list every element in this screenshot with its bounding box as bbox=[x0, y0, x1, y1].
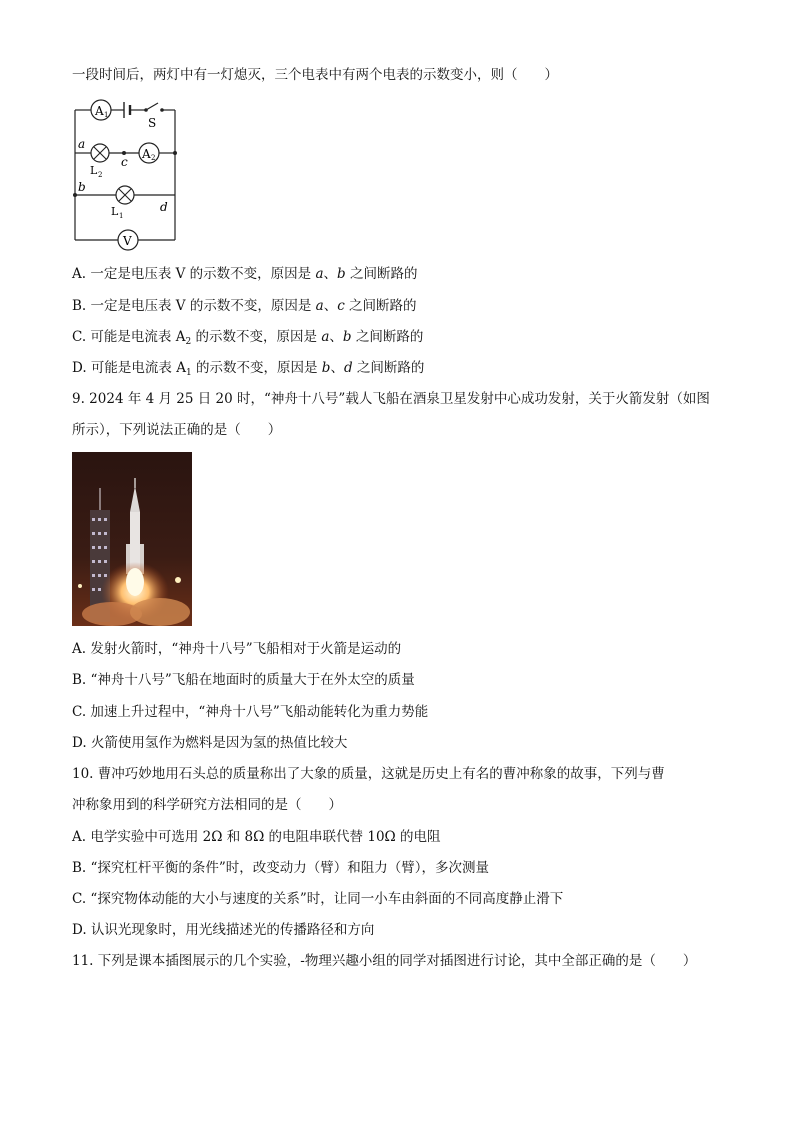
q10-stem-line2: 冲称象用到的科学研究方法相同的是（ ） bbox=[72, 797, 342, 813]
label-a1-sub: 1 bbox=[104, 111, 109, 119]
q11-stem: 11. 下列是课本插图展示的几个实验，-物理兴趣小组的同学对插图进行讨论，其中全部正确的是（ ） bbox=[72, 953, 697, 969]
q10-option-b[interactable]: B. “探究杠杆平衡的条件”时，改变动力（臂）和阻力（臂），多次测量 bbox=[72, 860, 490, 876]
switch-contact-icon bbox=[160, 108, 164, 112]
label-v: V bbox=[123, 234, 132, 248]
label-l2-sub: 2 bbox=[98, 171, 103, 179]
label-l1: L bbox=[111, 205, 119, 218]
q9-stem-line2: 所示），下列说法正确的是（ ） bbox=[72, 422, 282, 438]
label-l1-sub: 1 bbox=[119, 212, 124, 220]
label-c: c bbox=[121, 155, 128, 169]
q8-option-c[interactable]: C. 可能是电流表 $A_2$ 的示数不变，原因是 a、b 之间断路的 bbox=[72, 329, 424, 347]
label-d: d bbox=[160, 200, 168, 214]
label-b: b bbox=[78, 180, 86, 194]
q10-option-d[interactable]: D. 认识光现象时，用光线描述光的传播路径和方向 bbox=[72, 922, 375, 938]
q9-option-b[interactable]: B. “神舟十八号”飞船在地面时的质量大于在外太空的质量 bbox=[72, 672, 415, 688]
q9-option-d[interactable]: D. 火箭使用氢作为燃料是因为氢的热值比较大 bbox=[72, 735, 348, 751]
node-icon bbox=[173, 151, 177, 155]
q10-option-c[interactable]: C. “探究物体动能的大小与速度的关系”时，让同一小车由斜面的不同高度静止滑下 bbox=[72, 891, 564, 907]
label-a2-sub: 2 bbox=[151, 154, 156, 162]
q9-option-a[interactable]: A. 发射火箭时，“神舟十八号”飞船相对于火箭是运动的 bbox=[72, 641, 402, 657]
q8-option-d[interactable]: D. 可能是电流表 $A_1$ 的示数不变，原因是 b、d 之间断路的 bbox=[72, 360, 425, 378]
q8-option-b[interactable]: B. 一定是电压表 V 的示数不变，原因是 a、c 之间断路的 bbox=[72, 298, 417, 314]
q8-option-a[interactable]: A. 一定是电压表 V 的示数不变，原因是 a、b 之间断路的 bbox=[72, 266, 418, 282]
switch-contact-icon bbox=[144, 108, 148, 112]
label-a: a bbox=[78, 137, 86, 151]
label-a2: A bbox=[142, 147, 151, 161]
rocket-launch-photo bbox=[72, 452, 192, 626]
lamp-l1-icon bbox=[116, 186, 134, 204]
q10-option-a[interactable]: A. 电学实验中可选用 2Ω 和 8Ω 的电阻串联代替 10Ω 的电阻 bbox=[72, 829, 441, 845]
lamp-l2-icon bbox=[91, 144, 109, 162]
label-l2: L bbox=[90, 164, 98, 177]
label-a1: A bbox=[95, 104, 104, 118]
node-icon bbox=[73, 193, 77, 197]
q8-stem: 一段时间后，两灯中有一灯熄灭，三个电表中有两个电表的示数变小，则（ ） bbox=[72, 67, 558, 83]
q9-option-c[interactable]: C. 加速上升过程中，“神舟十八号”飞船动能转化为重力势能 bbox=[72, 704, 429, 720]
label-s: S bbox=[148, 116, 157, 130]
circuit-diagram bbox=[62, 92, 192, 252]
q10-stem-line1: 10. 曹冲巧妙地用石头总的质量称出了大象的质量，这就是历史上有名的曹冲称象的故事，下列与曹 bbox=[72, 766, 665, 782]
q9-stem-line1: 9. 2024 年 4 月 25 日 20 时，“神舟十八号”载人飞船在酒泉卫星发射中心成功发射，关于火箭发射（如图 bbox=[72, 391, 710, 407]
